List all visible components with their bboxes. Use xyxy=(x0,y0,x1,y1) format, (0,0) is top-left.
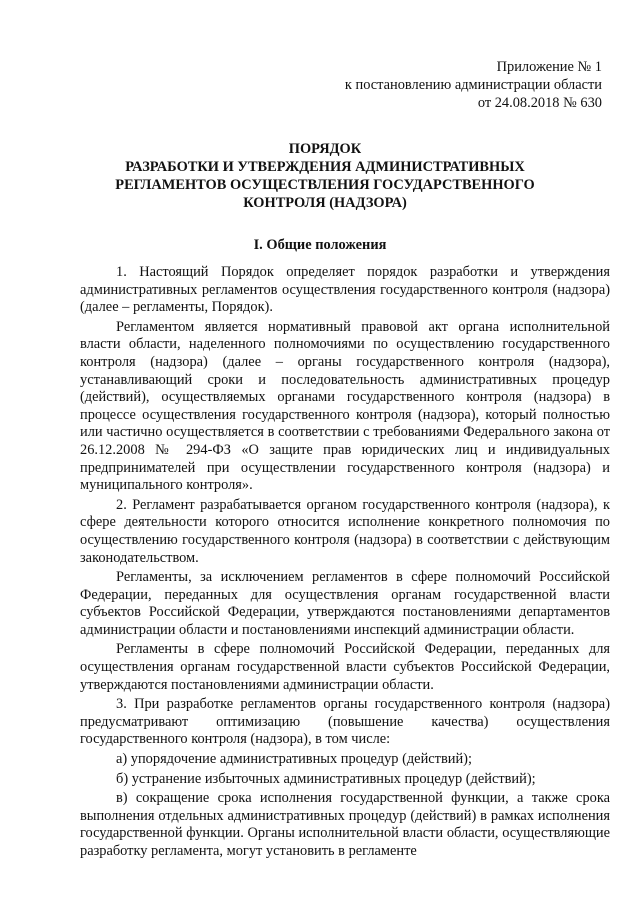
section-heading: I. Общие положения xyxy=(253,237,387,253)
title-line-4: КОНТРОЛЯ (НАДЗОРА) xyxy=(243,195,407,211)
paragraph-3: 2. Регламент разрабатывается органом государственного контроля (надзора), к сфере деятельности которого относится исполнение конкретного полномочия по осуществлению государственного контроля (надзора) в соответствии с действующим законодательством. xyxy=(80,496,610,566)
paragraph-2: Регламентом является нормативный правовой акт органа исполнительной власти области, наделенного полномочиями по осуществлению государственного контроля (надзора) (далее – органы государственного контроля (надзора), устанавливающий сроки и последовательность административных процедур (действий), осуществляемых органами государственного контроля (надзора) в процессе осуществления государственного контроля (надзора), который полностью или частично осуществляется в соответствии с требованиями Федерального закона от 26.12.2008 № 294-ФЗ «О защите прав юридических лиц и индивидуальных предпринимателей при осуществлении государственного контроля (надзора) и муниципального контроля». xyxy=(80,318,610,494)
title-line-3: РЕГЛАМЕНТОВ ОСУЩЕСТВЛЕНИЯ ГОСУДАРСТВЕННОГО xyxy=(115,177,535,193)
list-item-b: б) устранение избыточных административных процедур (действий); xyxy=(116,770,536,787)
paragraph-5: Регламенты в сфере полномочий Российской Федерации, переданных для осуществления органам государственной власти субъектов Российской Федерации, утверждаются постановлениями администрации области. xyxy=(80,641,610,693)
appendix-block xyxy=(345,58,602,112)
document-body xyxy=(80,264,610,863)
appendix-line-3: от 24.08.2018 № 630 xyxy=(477,95,602,111)
paragraph-6: 3. При разработке регламентов органы государственного контроля (надзора) предусматривают оптимизацию (повышение качества) осуществления государственного контроля (надзора), в том числе: xyxy=(80,696,610,748)
title-line-2: РАЗРАБОТКИ И УТВЕРЖДЕНИЯ АДМИНИСТРАТИВНЫХ xyxy=(125,159,525,175)
title-line-1: ПОРЯДОК xyxy=(288,141,362,157)
appendix-line-2: к постановлению администрации области xyxy=(344,77,602,93)
list-item-c: в) сокращение срока исполнения государственной функции, а также срока выполнения отдельных административных процедур (действий) в рамках исполнения государственной функции. Органы исполнительной власти области, осуществляющие разработку регламента, могут установить в регламенте xyxy=(80,790,610,859)
paragraph-1: 1. Настоящий Порядок определяет порядок разработки и утверждения административных регламентов осуществления государственного контроля (надзора) (далее – регламенты, Порядок). xyxy=(80,264,610,316)
document-title xyxy=(90,140,560,212)
list-item-a: а) упорядочение административных процедур (действий); xyxy=(116,751,472,768)
paragraph-4: Регламенты, за исключением регламентов в сфере полномочий Российской Федерации, переданных для осуществления органам государственной власти субъектов Российской Федерации, утверждаются постановлениями департаментов администрации области и постановлениями инспекций администрации области. xyxy=(80,569,610,638)
appendix-line-1: Приложение № 1 xyxy=(496,59,602,75)
